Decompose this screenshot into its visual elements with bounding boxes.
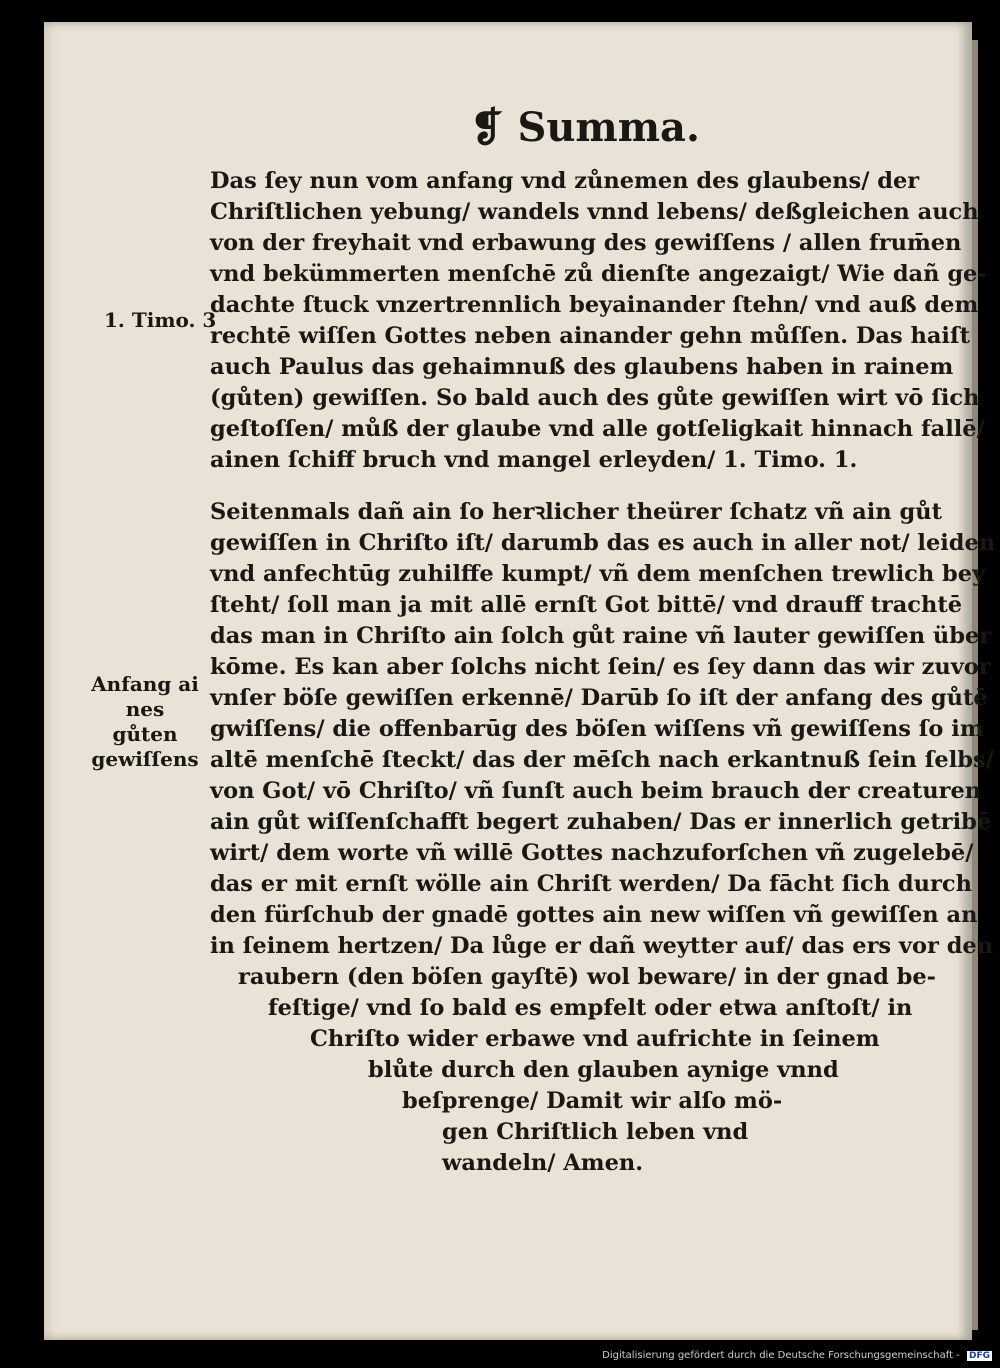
- text-line: wirt/ dem worte vñ willē Gottes nachzuforſchen vñ zugelebē/: [210, 840, 974, 866]
- text-line: raubern (den böſen gayſtē) wol beware/ in der gnad be-: [238, 964, 937, 990]
- text-line: Chriſtlichen yebung/ wandels vnnd lebens/ deßgleichen auch: [210, 199, 979, 225]
- text-line: vnd anfechtūg zuhilffe kumpt/ vñ dem menſchen trewlich bey: [210, 561, 986, 587]
- paragraph-2: [210, 497, 995, 1179]
- text-line: vnd bekümmerten menſchē zů dienſte angezaigt/ Wie dañ ge-: [210, 261, 987, 287]
- text-line: auch Paulus das gehaimnuß des glaubens haben in rainem: [210, 354, 954, 380]
- text-line: Das ſey nun vom anfang vnd zůnemen des glaubens/ der: [210, 168, 920, 194]
- text-line: gen Chriſtlich leben vnd: [442, 1119, 749, 1145]
- text-line: von Got/ vō Chriſto/ vñ ſunſt auch beim brauch der creaturen: [210, 778, 982, 804]
- text-line: den fürſchub der gnadē gottes ain new wiſſen vñ gewiſſen an: [210, 902, 978, 928]
- text-line: gewiſſen in Chriſto iſt/ darumb das es auch in aller not/ leiden: [210, 530, 996, 556]
- margin-note-timo: 1. Timo. 3: [104, 308, 217, 332]
- text-line: dachte ſtuck vnzertrennlich beyainander ſtehn/ vnd auß dem: [210, 292, 979, 318]
- text-line: von der freyhait vnd erbawung des gewiſſens / allen frum̄en: [210, 230, 962, 256]
- text-line: blůte durch den glauben aynige vnnd: [368, 1057, 839, 1083]
- text-line: vnſer böſe gewiſſen erkennē/ Darūb ſo iſt der anfang des gůtē: [210, 685, 988, 711]
- text-line: wandeln/ Amen.: [442, 1150, 644, 1176]
- text-line: rechtē wiſſen Gottes neben ainander gehn můſſen. Das haiſt: [210, 323, 971, 349]
- text-line: in ſeinem hertzen/ Da lůge er dañ weytter auf/ das ers vor den: [210, 933, 994, 959]
- text-line: gwiſſens/ die offenbarūg des böſen wiſſens vñ gewiſſens ſo im: [210, 716, 984, 742]
- text-line: altē menſchē ſteckt/ das der mēſch nach erkantnuß ſein ſelbs/: [210, 747, 994, 773]
- text-line: beſprenge/ Damit wir alſo mö-: [402, 1088, 783, 1114]
- text-line: geſtoſſen/ můß der glaube vnd alle gotſeligkait hinnach fallē/: [210, 416, 985, 442]
- paragraph-1: [210, 166, 987, 476]
- text-line: das er mit ernſt wölle ain Chriſt werden/ Da fācht ſich durch: [210, 871, 972, 897]
- footer-credit: [602, 1350, 992, 1361]
- text-line: feſtige/ vnd ſo bald es empfelt oder etwa anſtoſt/ in: [268, 995, 913, 1021]
- footer-text: Digitalisierung gefördert durch die Deutsche Forschungsgemeinschaft -: [602, 1350, 960, 1361]
- page-heading: ❡ Summa.: [470, 104, 700, 151]
- text-line: ainen ſchiff bruch vnd mangel erleyden/ 1. Timo. 1.: [210, 447, 858, 473]
- margin-note-anfang: [90, 672, 200, 772]
- margin-note-line: Anfang ai: [91, 672, 199, 696]
- dfg-logo: DFG: [968, 1351, 990, 1361]
- margin-note-line: nes gůten: [112, 697, 178, 746]
- text-line: das man in Chriſto ain ſolch gůt raine vñ lauter gewiſſen über: [210, 623, 992, 649]
- margin-note-line: gewiſſens: [91, 747, 199, 771]
- text-line: ain gůt wiſſenſchafft begert zuhaben/ Das er innerlich getribē: [210, 809, 992, 835]
- text-line: kōme. Es kan aber ſolchs nicht ſein/ es ſey dann das wir zuvor: [210, 654, 991, 680]
- text-line: ſteht/ ſoll man ja mit allē ernſt Got bittē/ vnd drauff trachtē: [210, 592, 963, 618]
- text-line: Seitenmals dañ ain ſo herꝛlicher theürer ſchatz vñ ain gůt: [210, 499, 942, 525]
- text-line: Chriſto wider erbawe vnd aufrichte in ſeinem: [310, 1026, 880, 1052]
- text-line: (gůten) gewiſſen. So bald auch des gůte gewiſſen wirt vō ſich: [210, 385, 980, 411]
